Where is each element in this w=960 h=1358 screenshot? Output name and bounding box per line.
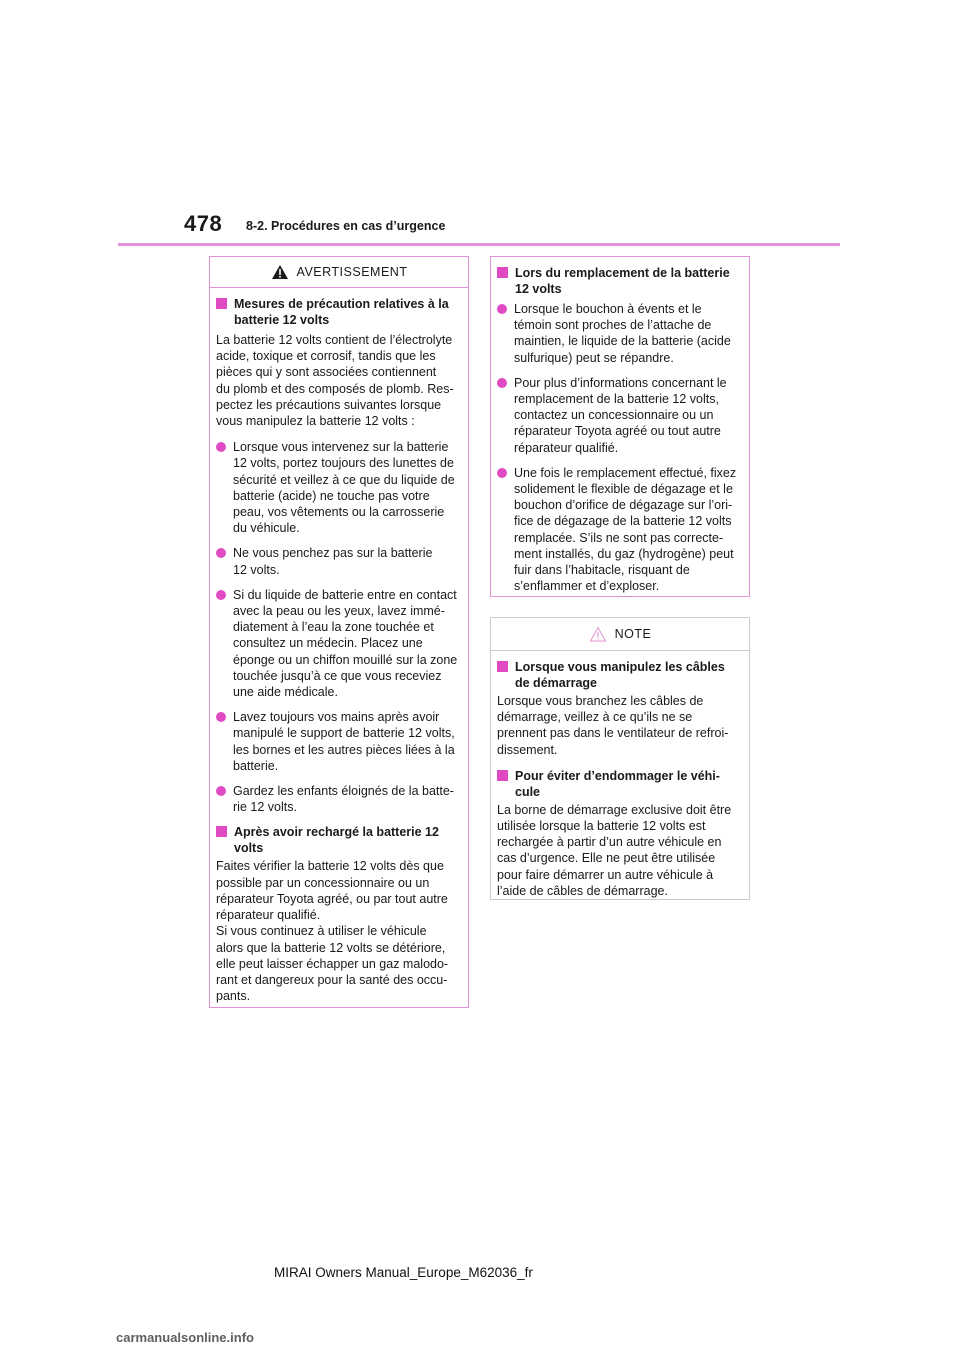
list-item: Gardez les enfants éloignés de la batte- rie 12 volts. bbox=[215, 783, 461, 815]
list-item: Lorsque le bouchon à évents et le témoin sont proches de l’attache de maintien, le liquide de la batterie (acide sulfurique) peut se répandre. bbox=[496, 301, 742, 366]
list-item: Une fois le remplacement effectué, fixez solidement le flexible de dégazage et le bouchon d’orifice de dégazage sur l’ori- fice de dégazage de la batterie 12 volts remplacée. S’ils ne sont pas correcte- ment installés, du gaz (hydrogène) peut fuir dans l’habitacle, risquant de s’enflammer et d’exploser. bbox=[496, 465, 742, 595]
warning-title: AVERTISSEMENT bbox=[296, 265, 408, 279]
list-item: Pour plus d’informations concernant le remplacement de la batterie 12 volts, contactez un concessionnaire ou un réparateur Toyota agréé ou tout autre réparateur qualifié. bbox=[496, 375, 742, 456]
warning-section-heading: Après avoir rechargé la batterie 12 volts bbox=[215, 824, 461, 856]
warning-header bbox=[210, 257, 468, 288]
square-bullet-icon bbox=[497, 267, 508, 278]
list-item: Ne vous penchez pas sur la batterie 12 volts. bbox=[215, 545, 461, 577]
round-bullet-icon bbox=[216, 442, 226, 452]
footer-manual-id: MIRAI Owners Manual_Europe_M62036_fr bbox=[274, 1265, 533, 1280]
square-bullet-icon bbox=[497, 661, 508, 672]
list-item: Si du liquide de batterie entre en contact avec la peau ou les yeux, lavez immé- diatement à l’eau la zone touchée et consultez un médecin. Placez une éponge ou un chiffon mouillé sur la zone touchée jusqu’à ce que vous receviez une aide médicale. bbox=[215, 587, 461, 700]
round-bullet-icon bbox=[497, 378, 507, 388]
note-paragraph: Lorsque vous branchez les câbles de démarrage, veillez à ce qu’ils ne se prennent pas dans le ventilateur de refroi- dissement. bbox=[497, 694, 729, 757]
watermark: carmanualsonline.info bbox=[116, 1330, 254, 1345]
warning-section-heading: Mesures de précaution relatives à la batterie 12 volts bbox=[215, 296, 461, 328]
caution-triangle-icon bbox=[589, 626, 607, 642]
warning-box bbox=[209, 256, 469, 1008]
note-paragraph: La borne de démarrage exclusive doit être utilisée lorsque la batterie 12 volts est rechargée à partir d’un autre véhicule en cas d’urgence. Elle ne peut être utilisée pour faire démarrer un autre véhicule à l’aide de câbles de démarrage. bbox=[497, 802, 732, 898]
warning-triangle-icon bbox=[271, 264, 289, 280]
section-title: 8-2. Procédures en cas d’urgence bbox=[246, 219, 446, 233]
warning-intro: La batterie 12 volts contient de l’électrolyte acide, toxique et corrosif, tandis que les pièces qui y sont associées contiennent du plomb et des composés de plomb. Res- pectez les précautions suivantes lorsque vous manipulez la batterie 12 volts : bbox=[216, 333, 454, 429]
square-bullet-icon bbox=[497, 770, 508, 781]
page-number: 478 bbox=[184, 211, 223, 236]
note-section-heading: Lorsque vous manipulez les câbles de démarrage bbox=[496, 659, 742, 691]
round-bullet-icon bbox=[216, 590, 226, 600]
round-bullet-icon bbox=[216, 786, 226, 796]
note-title: NOTE bbox=[614, 627, 652, 641]
list-item: Lorsque vous intervenez sur la batterie 12 volts, portez toujours des lunettes de sécurité et veillez à ce que du liquide de batterie (acide) ne touche pas votre peau, vos vêtements ou la carrosserie du véhicule. bbox=[215, 439, 461, 536]
replacement-box bbox=[490, 256, 750, 597]
square-bullet-icon bbox=[216, 826, 227, 837]
round-bullet-icon bbox=[216, 712, 226, 722]
note-header bbox=[491, 618, 749, 651]
round-bullet-icon bbox=[497, 468, 507, 478]
round-bullet-icon bbox=[216, 548, 226, 558]
list-item: Lavez toujours vos mains après avoir manipulé le support de batterie 12 volts, les bornes et les autres pièces liées à la batterie. bbox=[215, 709, 461, 774]
round-bullet-icon bbox=[497, 304, 507, 314]
note-box bbox=[490, 617, 750, 900]
replacement-heading: Lors du remplacement de la batterie 12 volts bbox=[496, 265, 742, 297]
header-rule bbox=[118, 243, 840, 246]
warning-paragraph: Faites vérifier la batterie 12 volts dès que possible par un concessionnaire ou un réparateur Toyota agréé, ou par tout autre réparateur qualifié. Si vous continuez à utiliser le véhicule alors que la batterie 12 volts se détériore, elle peut laisser échapper un gaz malodo- rant et dangereux pour la santé des occu- pants. bbox=[216, 859, 449, 1004]
note-section-heading: Pour éviter d’endommager le véhi-cule bbox=[496, 768, 742, 800]
square-bullet-icon bbox=[216, 298, 227, 309]
